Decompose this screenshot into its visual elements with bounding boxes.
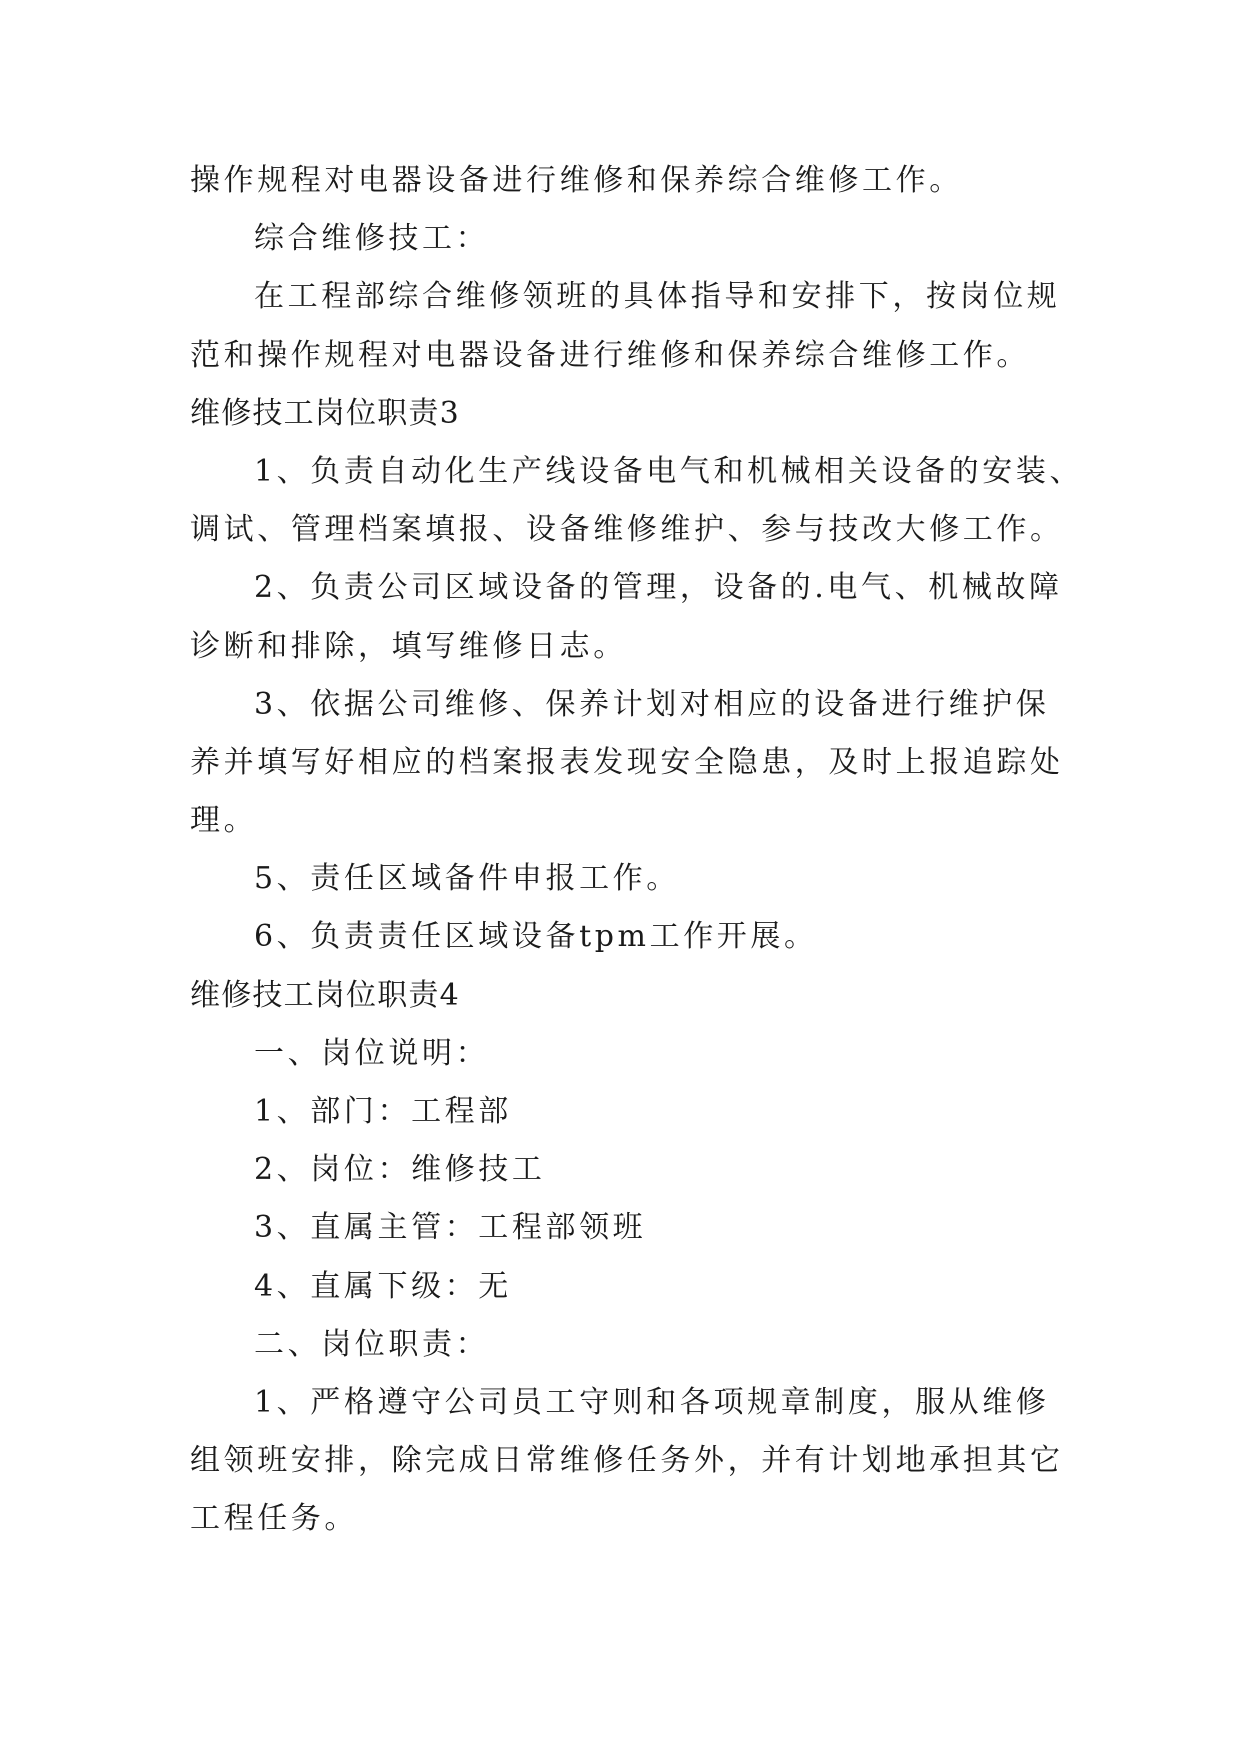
section-heading: 维修技工岗位职责4 bbox=[190, 977, 460, 1013]
paragraph-line: 范和操作规程对电器设备进行维修和保养综合维修工作。 bbox=[190, 337, 1030, 373]
paragraph-line: 1、部门：工程部 bbox=[254, 1094, 512, 1129]
paragraph-line: 4、直属下级：无 bbox=[254, 1268, 512, 1304]
paragraph-line: 二、岗位职责： bbox=[254, 1326, 490, 1362]
paragraph-line: 1、负责自动化生产线设备电气和机械相关设备的安装、 bbox=[254, 453, 1084, 489]
paragraph-line: 综合维修技工： bbox=[254, 221, 490, 257]
paragraph-line: 1、严格遵守公司员工守则和各项规章制度，服从维修 bbox=[254, 1384, 1050, 1420]
document-body bbox=[190, 152, 1084, 1549]
paragraph-line: 工程任务。 bbox=[190, 1501, 358, 1537]
paragraph-line: 2、负责公司区域设备的管理，设备的.电气、机械故障 bbox=[254, 570, 1063, 606]
paragraph-line: 诊断和排除，填写维修日志。 bbox=[190, 628, 627, 664]
paragraph-line: 3、依据公司维修、保养计划对相应的设备进行维护保 bbox=[254, 686, 1050, 722]
paragraph-line: 2、岗位：维修技工 bbox=[254, 1152, 546, 1188]
paragraph-line: 操作规程对电器设备进行维修和保养综合维修工作。 bbox=[190, 163, 963, 198]
paragraph-line: 5、责任区域备件申报工作。 bbox=[254, 861, 680, 897]
paragraph-line: 调试、管理档案填报、设备维修维护、参与技改大修工作。 bbox=[190, 512, 1064, 548]
paragraph-line: 6、负责责任区域设备tpm工作开展。 bbox=[254, 919, 818, 955]
paragraph-line: 一、岗位说明： bbox=[254, 1035, 490, 1071]
section-heading: 维修技工岗位职责3 bbox=[190, 395, 460, 431]
paragraph-line: 理。 bbox=[190, 803, 258, 839]
paragraph-line: 在工程部综合维修领班的具体指导和安排下，按岗位规 bbox=[254, 279, 1061, 315]
paragraph-line: 养并填写好相应的档案报表发现安全隐患，及时上报追踪处 bbox=[190, 744, 1064, 780]
paragraph-line: 3、直属主管：工程部领班 bbox=[254, 1210, 647, 1246]
paragraph-line: 组领班安排，除完成日常维修任务外，并有计划地承担其它 bbox=[190, 1443, 1064, 1479]
